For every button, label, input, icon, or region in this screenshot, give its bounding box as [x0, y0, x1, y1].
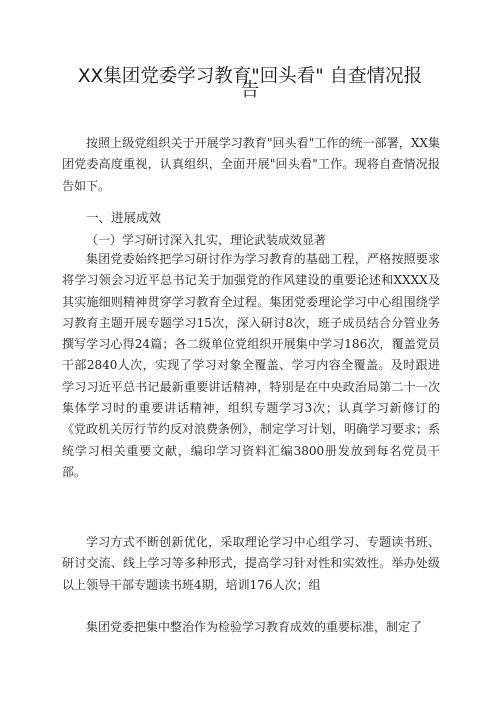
body-paragraph: 集团党委把集中整治作为检验学习教育成效的重要标准，制定了: [86, 620, 423, 634]
intro-paragraph: 按照上级党组织关于开展学习教育"回头看"工作的统一部署，XX集团党委高度重视，认真组织，全面开展"回头看"工作。现将自查情况报告如下。: [62, 136, 440, 193]
body-paragraph: 学习方式不断创新优化，采取理论学习中心组学习、专题读书班、研讨交流、线上学习等多种形式，提高学习针对性和实效性。举办处级以上领导干部专题读书班4期，培训176人次；组: [62, 535, 440, 592]
subsection-heading: （一）学习研讨深入扎实，理论武装成效显著: [86, 233, 327, 247]
body-paragraph: 集团党委始终把学习研讨作为学习教育的基础工程，严格按照要求将学习领会习近平总书记关于加强党的作风建设的重要论述和XXXX及其实施细则精神贯穿学习教育全过程。集团党委理论学习中心组围绕学习教育主题开展专题学习15次，深入研讨8次，班子成员结合分管业务撰写学习心得24篇；各二级单位党组织开展集中学习186次，覆盖党员干部2840人次，实现了学习对象全覆盖、学习内容全覆盖。及时跟进学习习近平总书记最新重要讲话精神，特别是在中央政治局第二十一次集体学习时的重要讲话精神，组织专题学习3次；认真学习新修订的《党政机关厉行节约反对浪费条例》，制定学习计划，明确学习要求；系统学习相关重要文献，编印学习资料汇编3800册发放到每名党员干部。: [62, 252, 441, 479]
section-heading: 一、进展成效: [86, 210, 162, 225]
document-title: XX集团党委学习教育"回头看" 自查情况报告: [77, 66, 423, 101]
